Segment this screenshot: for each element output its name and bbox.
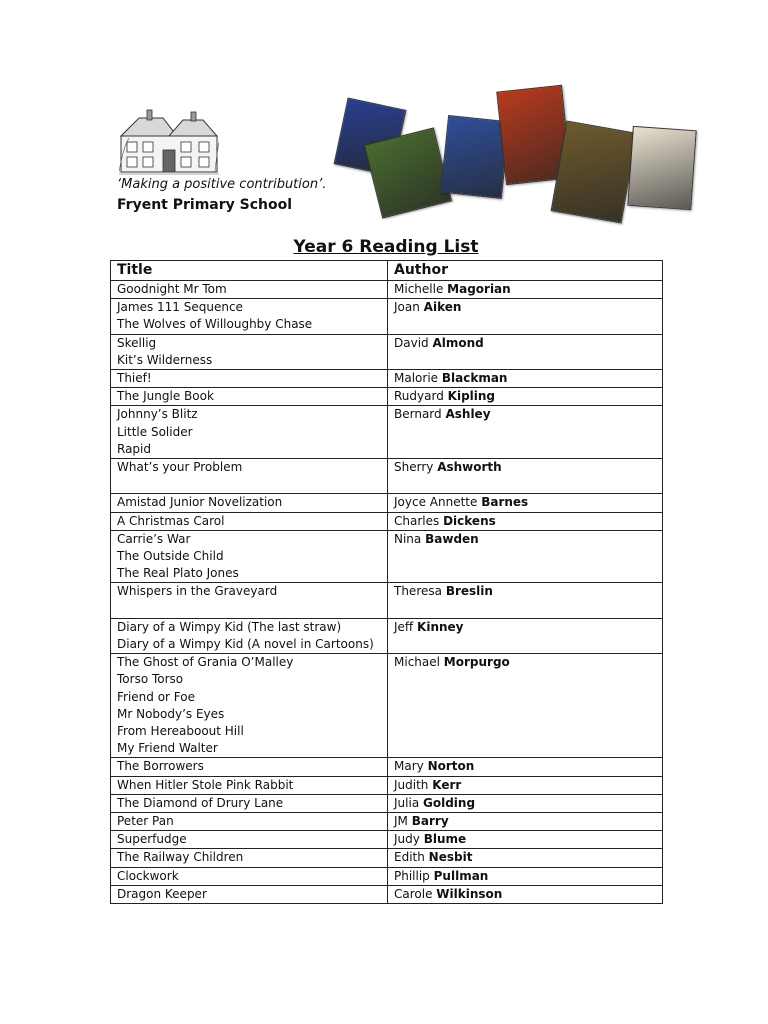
author-cell xyxy=(388,299,663,334)
author-first-name: Michelle xyxy=(394,282,444,296)
book-title: Johnny’s Blitz xyxy=(117,407,198,422)
author-cell xyxy=(388,867,663,885)
book-title: The Jungle Book xyxy=(117,389,214,404)
book-titles-cell xyxy=(111,494,388,512)
table-row xyxy=(111,370,663,388)
author-first-name: David xyxy=(394,335,429,350)
book-title: Peter Pan xyxy=(117,814,174,829)
book-title: What’s your Problem xyxy=(117,460,243,475)
book-titles-cell xyxy=(111,885,388,903)
author-first-name: Jeff xyxy=(394,619,414,634)
author-surname: Norton xyxy=(427,759,475,774)
book-title: Diary of a Wimpy Kid (A novel in Cartoons) xyxy=(117,637,374,652)
author-first-name: Sherry xyxy=(394,460,434,475)
author-cell xyxy=(388,758,663,776)
book-title: From Hereaboout Hill xyxy=(117,724,244,739)
author-surname: Wilkinson xyxy=(436,886,503,901)
book-titles-cell xyxy=(111,299,388,334)
book-title: Thief! xyxy=(117,371,152,386)
author-cell xyxy=(388,281,663,299)
borrowers-cover-icon xyxy=(551,120,638,223)
author-first-name: JM xyxy=(394,814,408,829)
table-row xyxy=(111,459,663,494)
table-row xyxy=(111,281,663,299)
table-row xyxy=(111,813,663,831)
book-title: Dragon Keeper xyxy=(117,886,207,901)
book-titles-cell xyxy=(111,459,388,494)
author-cell xyxy=(388,776,663,794)
book-title: Clockwork xyxy=(117,868,179,883)
book-title: James 111 Sequence xyxy=(117,300,243,315)
book-titles-cell xyxy=(111,530,388,583)
when-hitler-stole-pink-rabbit-cover-icon xyxy=(627,126,696,210)
table-row xyxy=(111,494,663,512)
table-row xyxy=(111,849,663,867)
book-titles-cell xyxy=(111,794,388,812)
book-title: The Railway Children xyxy=(117,850,244,865)
book-titles-cell xyxy=(111,281,388,299)
author-surname: Pullman xyxy=(433,868,489,883)
school-motto: ‘Making a positive contribution’. xyxy=(117,177,327,192)
author-first-name: Charles xyxy=(394,513,440,528)
author-surname: Barnes xyxy=(481,495,529,510)
book-title: The Wolves of Willoughby Chase xyxy=(117,317,313,332)
table-row xyxy=(111,794,663,812)
author-cell xyxy=(388,406,663,459)
column-header-title: Title xyxy=(111,261,388,281)
author-first-name: Nina xyxy=(394,531,422,546)
author-surname: Ashworth xyxy=(437,460,502,475)
book-titles-cell xyxy=(111,849,388,867)
table-row xyxy=(111,512,663,530)
book-titles-cell xyxy=(111,583,388,618)
book-title xyxy=(117,601,381,618)
author-surname: Golding xyxy=(423,795,476,810)
author-cell xyxy=(388,370,663,388)
author-first-name: Phillip xyxy=(394,868,430,883)
author-first-name: Julia xyxy=(394,795,420,810)
author-first-name: Theresa xyxy=(394,584,442,599)
table-row xyxy=(111,885,663,903)
book-titles-cell xyxy=(111,334,388,369)
author-cell xyxy=(388,494,663,512)
table-row xyxy=(111,776,663,794)
author-surname: Almond xyxy=(432,335,484,350)
book-title: My Friend Walter xyxy=(117,741,218,756)
book-titles-cell xyxy=(111,831,388,849)
author-cell xyxy=(388,618,663,653)
author-cell xyxy=(388,794,663,812)
author-first-name: Joan xyxy=(394,300,420,315)
book-titles-cell xyxy=(111,618,388,653)
author-surname: Morpurgo xyxy=(443,655,510,670)
table-row xyxy=(111,831,663,849)
table-row xyxy=(111,530,663,583)
author-first-name: Bernard xyxy=(394,407,442,422)
table-row xyxy=(111,406,663,459)
table-header-row xyxy=(111,261,663,281)
author-surname: Aiken xyxy=(423,300,462,315)
school-building-sketch-icon xyxy=(119,108,219,176)
table-row xyxy=(111,583,663,618)
author-cell xyxy=(388,654,663,758)
book-titles-cell xyxy=(111,758,388,776)
author-surname: Ashley xyxy=(445,407,491,422)
table-row xyxy=(111,867,663,885)
author-cell xyxy=(388,849,663,867)
author-first-name: Mary xyxy=(394,759,424,774)
author-cell xyxy=(388,334,663,369)
table-row xyxy=(111,334,663,369)
author-cell xyxy=(388,583,663,618)
book-title xyxy=(117,476,381,493)
table-row xyxy=(111,618,663,653)
book-title: When Hitler Stole Pink Rabbit xyxy=(117,777,294,792)
table-row xyxy=(111,299,663,334)
author-surname: Nesbit xyxy=(428,850,473,865)
page-title: Year 6 Reading List xyxy=(293,237,479,257)
book-titles-cell xyxy=(111,867,388,885)
book-title: Mr Nobody’s Eyes xyxy=(117,706,225,721)
author-surname: Kinney xyxy=(417,619,464,634)
book-title: The Diamond of Drury Lane xyxy=(117,795,284,810)
book-titles-cell xyxy=(111,370,388,388)
author-first-name: Malorie xyxy=(394,371,439,386)
book-title: Diary of a Wimpy Kid (The last straw) xyxy=(117,619,342,634)
book-titles-cell xyxy=(111,776,388,794)
author-first-name: Michael xyxy=(394,655,440,670)
book-title: The Outside Child xyxy=(117,549,224,564)
table-row xyxy=(111,388,663,406)
school-name: Fryent Primary School xyxy=(117,197,293,213)
book-title: Goodnight Mr Tom xyxy=(117,282,227,296)
book-title: Friend or Foe xyxy=(117,689,196,704)
author-surname: Blume xyxy=(423,832,467,847)
author-cell xyxy=(388,388,663,406)
author-surname: Magorian xyxy=(447,282,511,296)
book-title: A Christmas Carol xyxy=(117,513,225,528)
book-titles-cell xyxy=(111,512,388,530)
book-title: Superfudge xyxy=(117,832,187,847)
reading-list-table xyxy=(110,260,663,904)
book-title: Skellig xyxy=(117,335,157,350)
book-title: The Ghost of Grania O’Malley xyxy=(117,655,294,670)
book-title: Kit’s Wilderness xyxy=(117,352,213,367)
book-titles-cell xyxy=(111,813,388,831)
author-surname: Barry xyxy=(411,814,449,829)
book-titles-cell xyxy=(111,406,388,459)
author-first-name: Carole xyxy=(394,886,433,901)
author-surname: Bawden xyxy=(425,531,479,546)
author-cell xyxy=(388,813,663,831)
author-cell xyxy=(388,459,663,494)
author-surname: Blackman xyxy=(441,371,508,386)
author-first-name: Rudyard xyxy=(394,389,444,404)
jungle-book-cover-icon xyxy=(364,127,452,218)
book-titles-cell xyxy=(111,388,388,406)
book-title: Little Solider xyxy=(117,424,193,439)
book-title: Carrie’s War xyxy=(117,531,191,546)
book-titles-cell xyxy=(111,654,388,758)
author-first-name: Judy xyxy=(394,832,420,847)
author-first-name: Judith xyxy=(394,777,429,792)
book-title: The Borrowers xyxy=(117,759,204,774)
author-surname: Breslin xyxy=(445,584,493,599)
author-cell xyxy=(388,885,663,903)
author-cell xyxy=(388,831,663,849)
author-cell xyxy=(388,530,663,583)
table-row xyxy=(111,758,663,776)
book-title: Amistad Junior Novelization xyxy=(117,495,283,510)
author-cell xyxy=(388,512,663,530)
author-first-name: Edith xyxy=(394,850,425,865)
book-title: Whispers in the Graveyard xyxy=(117,584,278,599)
column-header-author: Author xyxy=(388,261,663,281)
book-title: The Real Plato Jones xyxy=(117,566,239,581)
author-first-name: Joyce Annette xyxy=(394,495,478,510)
author-surname: Dickens xyxy=(443,513,496,528)
table-row xyxy=(111,654,663,758)
book-title: Torso Torso xyxy=(117,672,184,687)
book-title: Rapid xyxy=(117,441,151,456)
author-surname: Kipling xyxy=(447,389,496,404)
author-surname: Kerr xyxy=(432,777,462,792)
